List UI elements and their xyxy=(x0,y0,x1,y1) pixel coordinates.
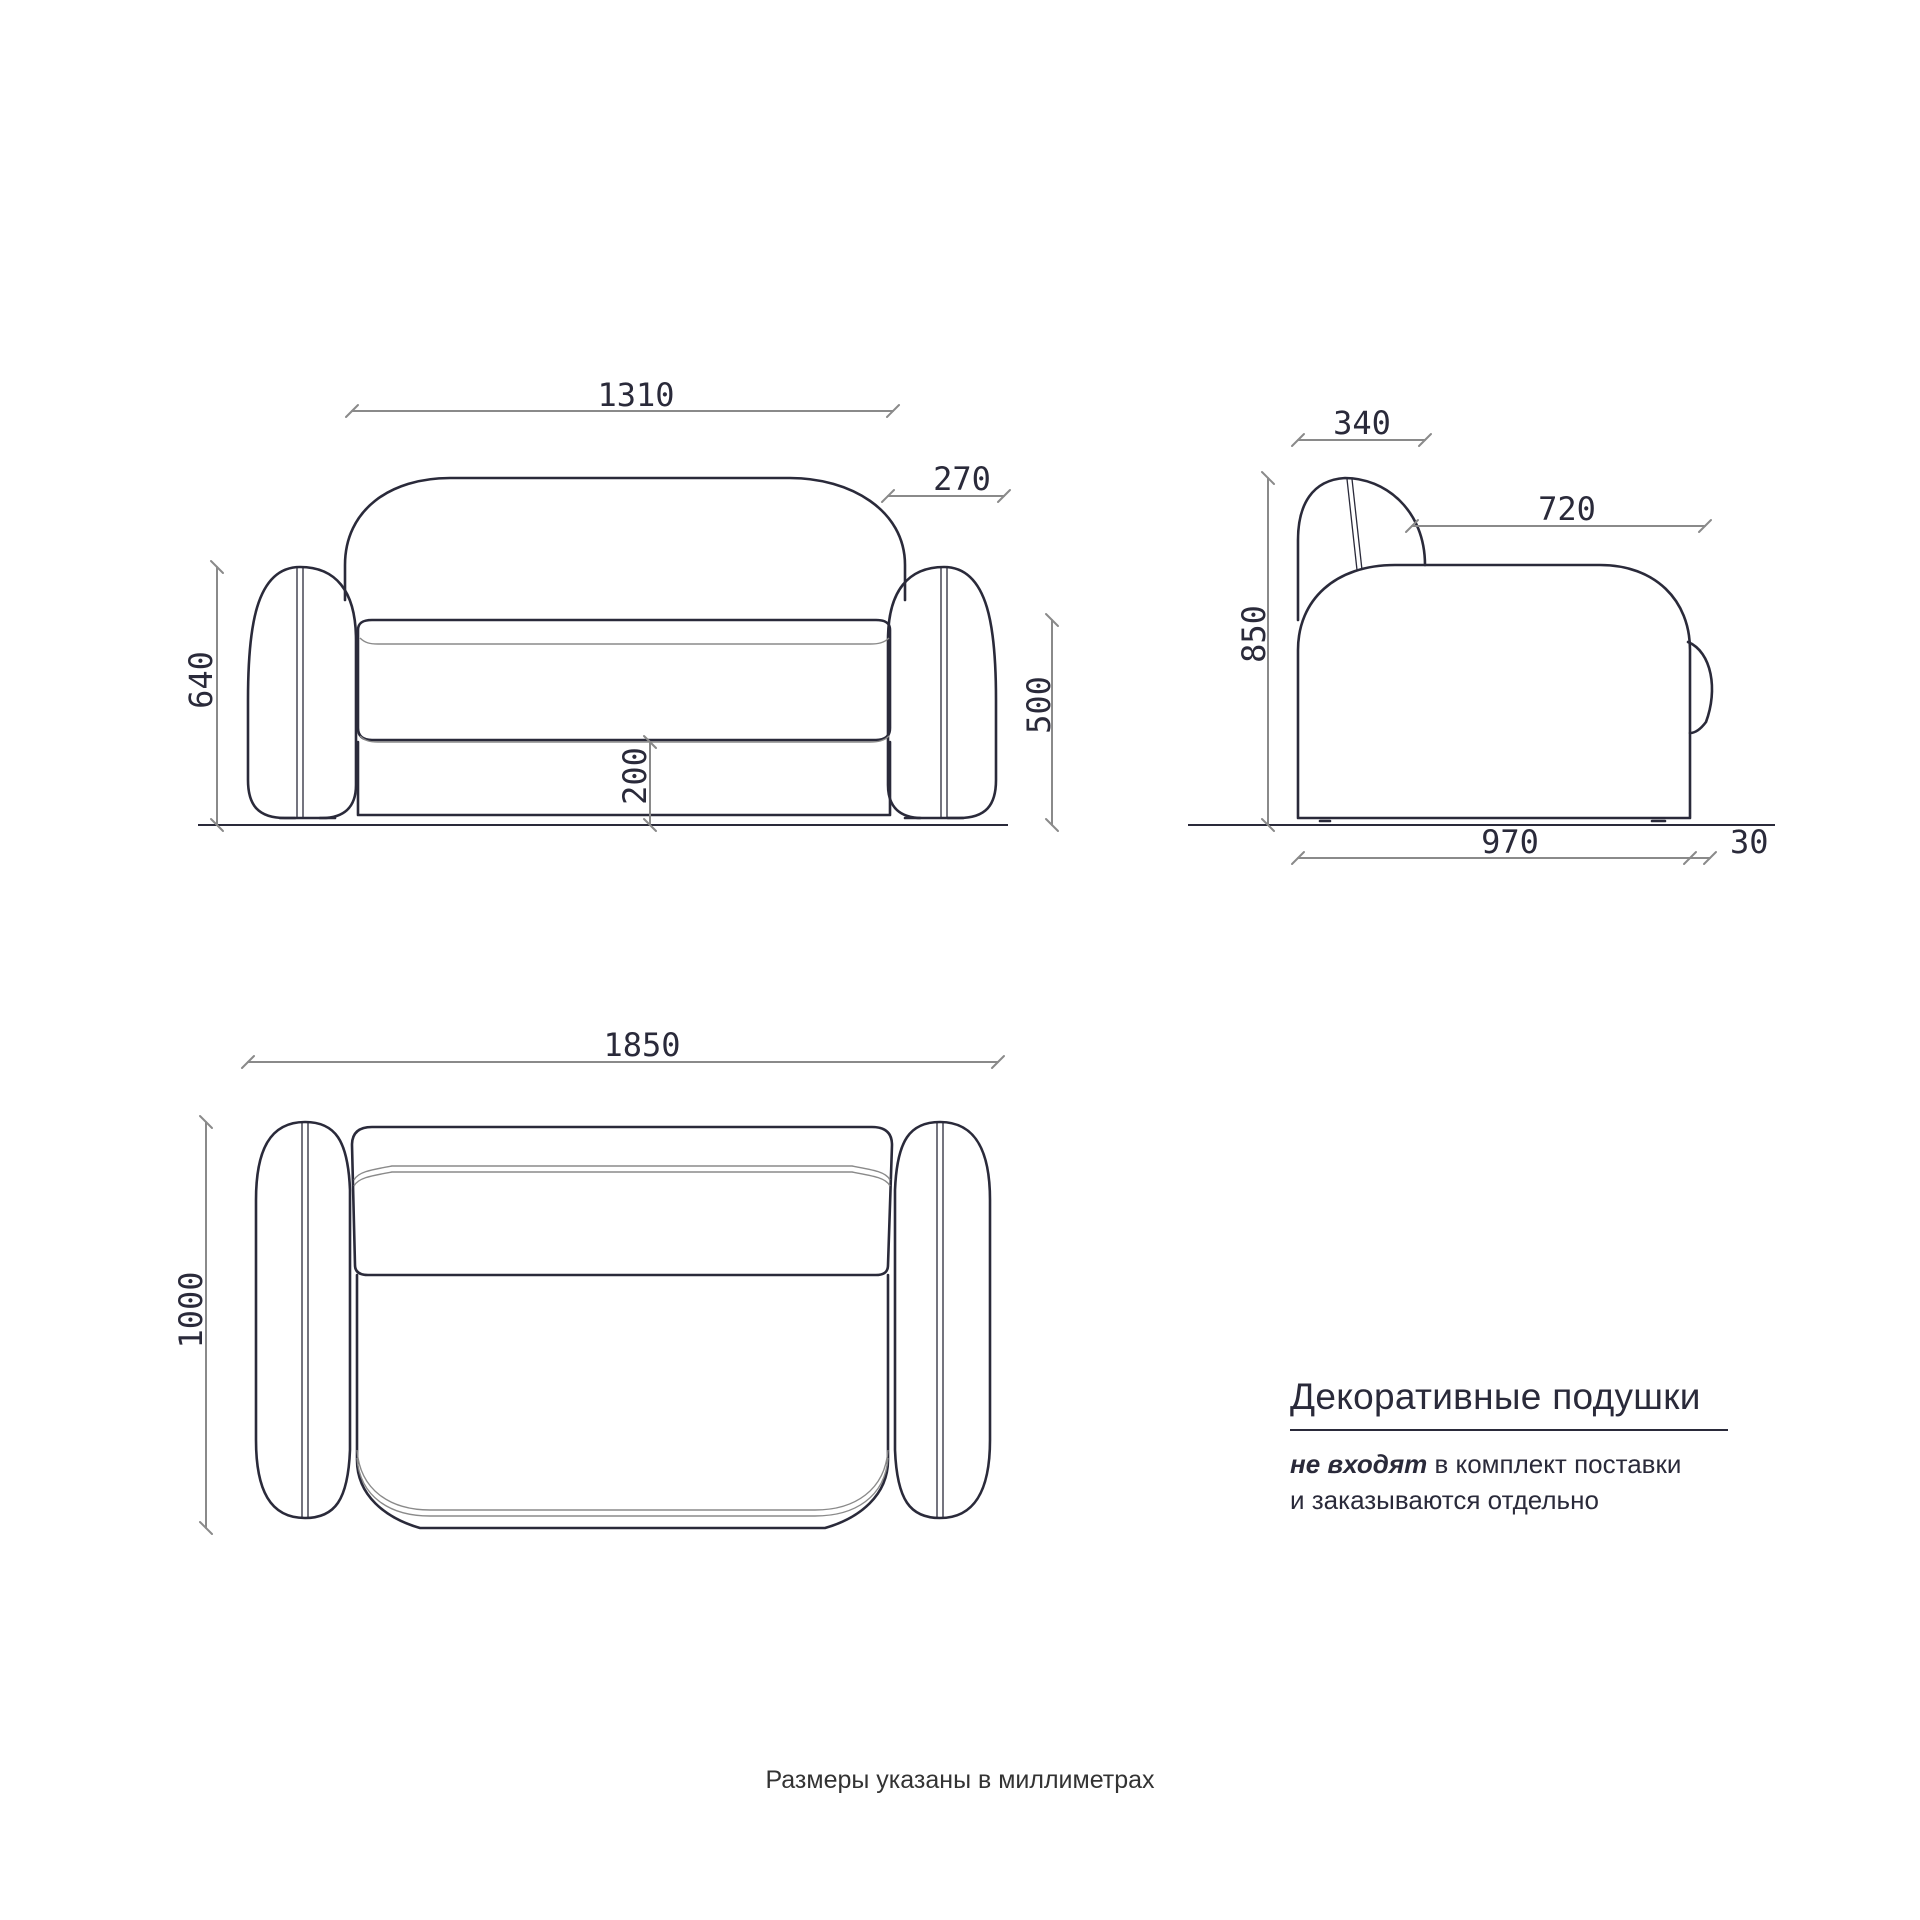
dim-top-width xyxy=(242,1026,1004,1068)
dim-seat-height xyxy=(1020,614,1058,831)
dim-arm-height-label: 640 xyxy=(182,651,220,709)
side-back-cushion-seam xyxy=(1347,479,1357,570)
dim-armrest-width xyxy=(882,460,1010,502)
front-seat-cushion xyxy=(358,620,890,740)
dim-base-height xyxy=(616,736,656,831)
front-right-armrest xyxy=(888,567,996,818)
dim-side-seat-depth-label: 720 xyxy=(1538,490,1596,528)
units-footnote: Размеры указаны в миллиметрах xyxy=(765,1766,1155,1794)
front-view xyxy=(182,376,1058,831)
top-backrest-piping xyxy=(354,1172,890,1186)
front-backrest xyxy=(345,478,905,600)
dim-armrest-width-label: 270 xyxy=(933,460,991,498)
dim-top-width-label: 1850 xyxy=(603,1026,681,1064)
dim-top-depth-label: 1000 xyxy=(172,1271,210,1349)
dim-arm-height xyxy=(182,561,223,831)
top-seat xyxy=(357,1275,888,1528)
side-front-bolster xyxy=(1688,642,1712,733)
front-left-armrest xyxy=(248,567,356,818)
top-seat-piping xyxy=(357,1458,888,1516)
dim-base-height-label: 200 xyxy=(616,747,654,805)
dim-front-width xyxy=(346,376,899,417)
dim-side-back-depth xyxy=(1292,404,1431,446)
dim-cushion-offset-label: 30 xyxy=(1730,823,1769,861)
dim-total-height-label: 850 xyxy=(1235,605,1273,663)
side-body xyxy=(1298,565,1690,818)
top-view xyxy=(172,1026,1004,1534)
note-body xyxy=(1290,1446,1750,1518)
side-back-cushion-seam xyxy=(1352,479,1362,570)
note-emphasis: не входят xyxy=(1290,1449,1428,1479)
dim-side-depth xyxy=(1292,823,1696,864)
note-line2: и заказываются отдельно xyxy=(1290,1485,1599,1515)
side-view xyxy=(1188,404,1775,864)
dim-top-depth xyxy=(172,1116,212,1534)
top-left-armrest xyxy=(256,1122,350,1518)
note-line1: в комплект поставки xyxy=(1427,1449,1682,1479)
dim-front-width-label: 1310 xyxy=(597,376,675,414)
dim-side-back-depth-label: 340 xyxy=(1333,404,1391,442)
top-seat-piping xyxy=(357,1450,888,1510)
dim-cushion-offset xyxy=(1690,823,1769,864)
side-back-cushion xyxy=(1298,478,1425,620)
note-title: Декоративные подушки xyxy=(1290,1376,1701,1417)
dim-side-seat-depth xyxy=(1406,490,1711,532)
dim-side-depth-label: 970 xyxy=(1481,823,1539,861)
front-seat-cushion-piping xyxy=(360,638,889,644)
top-backrest xyxy=(352,1127,892,1275)
note-divider xyxy=(1290,1429,1728,1431)
top-backrest-piping xyxy=(354,1166,890,1180)
dim-total-height xyxy=(1235,472,1274,831)
dim-seat-height-label: 500 xyxy=(1020,676,1058,734)
